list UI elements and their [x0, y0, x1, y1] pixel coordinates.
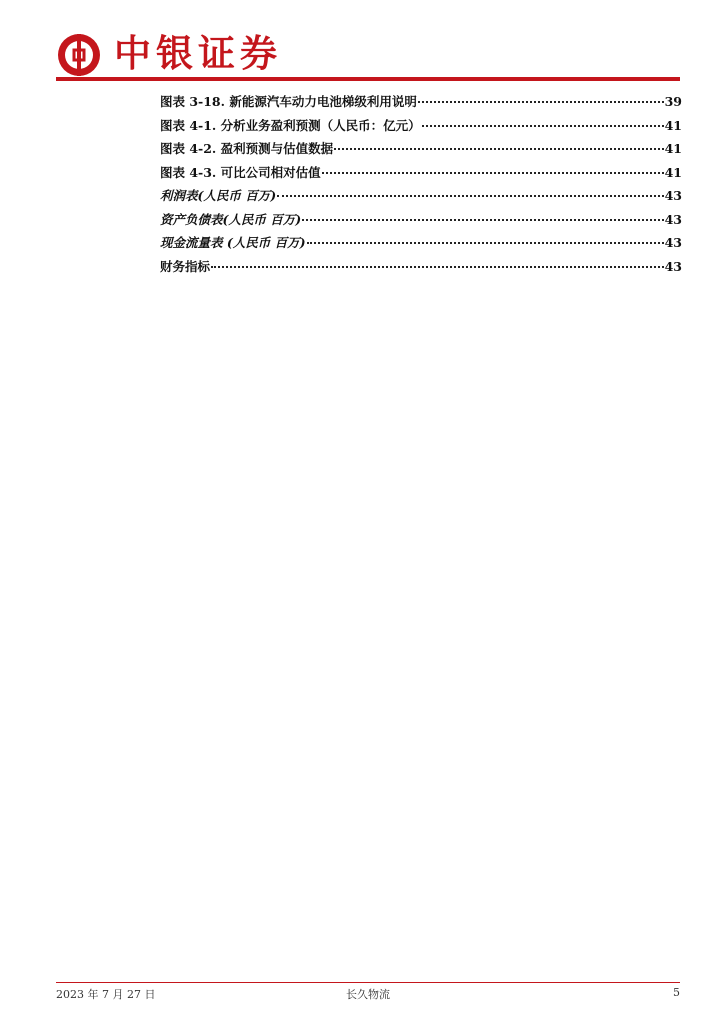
toc-entry-page: 41	[664, 141, 682, 156]
dot-leader	[302, 219, 663, 221]
toc-entry-page: 41	[664, 117, 682, 133]
toc-entry-title: 图表 4-1. 分析业务盈利预测（人民币：亿元）	[160, 117, 421, 133]
toc-entry-page: 39	[664, 94, 682, 109]
toc-entry[interactable]	[160, 210, 682, 234]
page-footer	[56, 986, 680, 1004]
toc-entry-title: 财务指标	[160, 258, 211, 274]
dot-leader	[334, 148, 663, 150]
toc-entry[interactable]	[160, 92, 682, 116]
toc-entry[interactable]	[160, 257, 682, 281]
dot-leader	[418, 101, 664, 103]
toc-entry-page: 43	[664, 258, 682, 274]
page-header	[0, 0, 724, 90]
header-divider	[56, 77, 680, 81]
table-of-contents	[160, 92, 682, 280]
toc-entry-page: 43	[664, 235, 682, 250]
dot-leader	[277, 195, 663, 197]
toc-entry[interactable]	[160, 139, 682, 163]
toc-entry[interactable]	[160, 163, 682, 187]
report-date: 2023 年 7 月 27 日	[56, 988, 156, 1001]
toc-entry[interactable]	[160, 116, 682, 140]
toc-entry-page: 41	[664, 164, 682, 180]
dot-leader	[422, 125, 664, 127]
dot-leader	[211, 266, 664, 268]
toc-entry-page: 43	[664, 188, 682, 203]
footer-divider	[56, 982, 680, 983]
dot-leader	[307, 242, 664, 244]
toc-entry[interactable]	[160, 186, 682, 210]
toc-entry[interactable]	[160, 233, 682, 257]
toc-entry-title: 图表 4-2. 盈利预测与估值数据	[160, 141, 334, 156]
toc-entry-title: 图表 3-18. 新能源汽车动力电池梯级利用说明	[160, 94, 417, 109]
toc-entry-title: 图表 4-3. 可比公司相对估值	[160, 164, 321, 180]
toc-entry-page: 43	[664, 211, 682, 227]
brand-name: 中银证券	[114, 32, 282, 75]
dot-leader	[322, 172, 664, 174]
toc-entry-title: 利润表(人民币 百万)	[160, 188, 277, 203]
company-name: 长久物流	[346, 988, 390, 1001]
boc-coin-logo-icon	[56, 32, 102, 78]
toc-entry-title: 资产负债表(人民币 百万)	[160, 211, 302, 227]
page-number: 5	[673, 986, 680, 999]
toc-entry-title: 现金流量表 (人民币 百万)	[160, 235, 306, 250]
